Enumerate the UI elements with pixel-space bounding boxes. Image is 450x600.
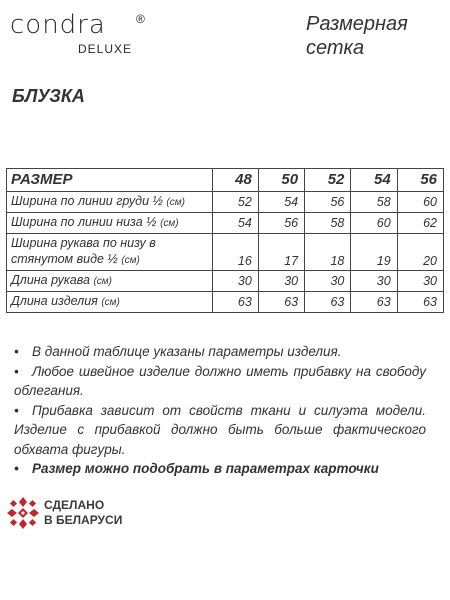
cell-value: 60 <box>351 213 397 234</box>
row-label-text-line2: стянутом виде ½ <box>11 252 118 266</box>
header-size-50: 50 <box>258 169 304 192</box>
cell-value: 30 <box>397 271 443 292</box>
row-label-text: Длина изделия <box>11 294 98 308</box>
row-unit: (см) <box>160 218 179 229</box>
cell-value: 62 <box>397 213 443 234</box>
cell-value: 54 <box>258 192 304 213</box>
made-in-belarus-badge <box>6 492 126 542</box>
badge-line2: В БЕЛАРУСИ <box>44 513 123 527</box>
cell-value: 17 <box>258 234 304 271</box>
logo-registered-mark: ® <box>136 12 145 26</box>
cell-value: 52 <box>212 192 258 213</box>
row-unit: (см) <box>93 276 112 287</box>
badge-line1: СДЕЛАНО <box>44 498 105 512</box>
header-size-56: 56 <box>397 169 443 192</box>
bullet-icon: • <box>14 461 19 476</box>
cell-value: 56 <box>258 213 304 234</box>
row-label <box>7 292 213 313</box>
note-text: Любое швейное изделие должно иметь прибавку на свободу облегания. <box>14 363 426 398</box>
list-item <box>14 459 426 479</box>
cell-value: 58 <box>351 192 397 213</box>
list-item <box>14 401 426 460</box>
document-title-line2: сетка <box>306 37 365 59</box>
row-label <box>7 192 213 213</box>
table-row <box>7 271 444 292</box>
cell-value: 63 <box>351 292 397 313</box>
document-title-line1: Размерная <box>306 13 408 35</box>
bullet-icon: • <box>14 344 19 359</box>
badge-text <box>44 498 122 528</box>
note-text: В данной таблице указаны параметры изделия. <box>32 344 342 359</box>
table-row <box>7 292 444 313</box>
cell-value: 30 <box>258 271 304 292</box>
notes-list <box>14 342 426 479</box>
row-label-text-line1: Ширина рукава по низу в <box>11 236 156 250</box>
row-label <box>7 213 213 234</box>
cell-value: 18 <box>305 234 351 271</box>
list-item <box>14 342 426 362</box>
cell-value: 58 <box>305 213 351 234</box>
cell-value: 63 <box>212 292 258 313</box>
cell-value: 63 <box>305 292 351 313</box>
cell-value: 20 <box>397 234 443 271</box>
document-title <box>306 12 446 60</box>
cell-value: 30 <box>212 271 258 292</box>
row-unit: (см) <box>121 255 140 266</box>
cell-value: 30 <box>351 271 397 292</box>
table-row <box>7 192 444 213</box>
row-unit: (см) <box>166 197 185 208</box>
header-size-52: 52 <box>305 169 351 192</box>
table-header-row <box>7 169 444 192</box>
cell-value: 30 <box>305 271 351 292</box>
product-name: БЛУЗКА <box>12 86 85 106</box>
row-label-text: Ширина по линии низа ½ <box>11 215 157 229</box>
row-label <box>7 271 213 292</box>
header-size-54: 54 <box>351 169 397 192</box>
cell-value: 19 <box>351 234 397 271</box>
row-label-text: Длина рукава <box>11 273 90 287</box>
size-table <box>6 168 444 313</box>
logo-brand-name: condra <box>10 10 106 40</box>
cell-value: 63 <box>258 292 304 313</box>
cell-value: 63 <box>397 292 443 313</box>
header-size-label: РАЗМЕР <box>7 169 213 192</box>
row-label <box>7 234 213 271</box>
belarus-ornament-icon <box>6 496 40 530</box>
note-text: Размер можно подобрать в параметрах карточки <box>32 461 379 476</box>
brand-logo <box>10 10 150 58</box>
note-text: Прибавка зависит от свойств ткани и силуэта модели. Изделие с прибавкой должно быть больше фактического обхвата фигуры. <box>14 402 426 457</box>
table-row <box>7 234 444 271</box>
bullet-icon: • <box>14 363 19 379</box>
row-unit: (см) <box>101 297 120 308</box>
header-size-48: 48 <box>212 169 258 192</box>
logo-subtitle: DELUXE <box>78 42 133 56</box>
cell-value: 16 <box>212 234 258 271</box>
bullet-icon: • <box>14 402 19 418</box>
row-label-text: Ширина по линии груди ½ <box>11 194 163 208</box>
table-row <box>7 213 444 234</box>
list-item <box>14 362 426 401</box>
cell-value: 54 <box>212 213 258 234</box>
cell-value: 60 <box>397 192 443 213</box>
cell-value: 56 <box>305 192 351 213</box>
